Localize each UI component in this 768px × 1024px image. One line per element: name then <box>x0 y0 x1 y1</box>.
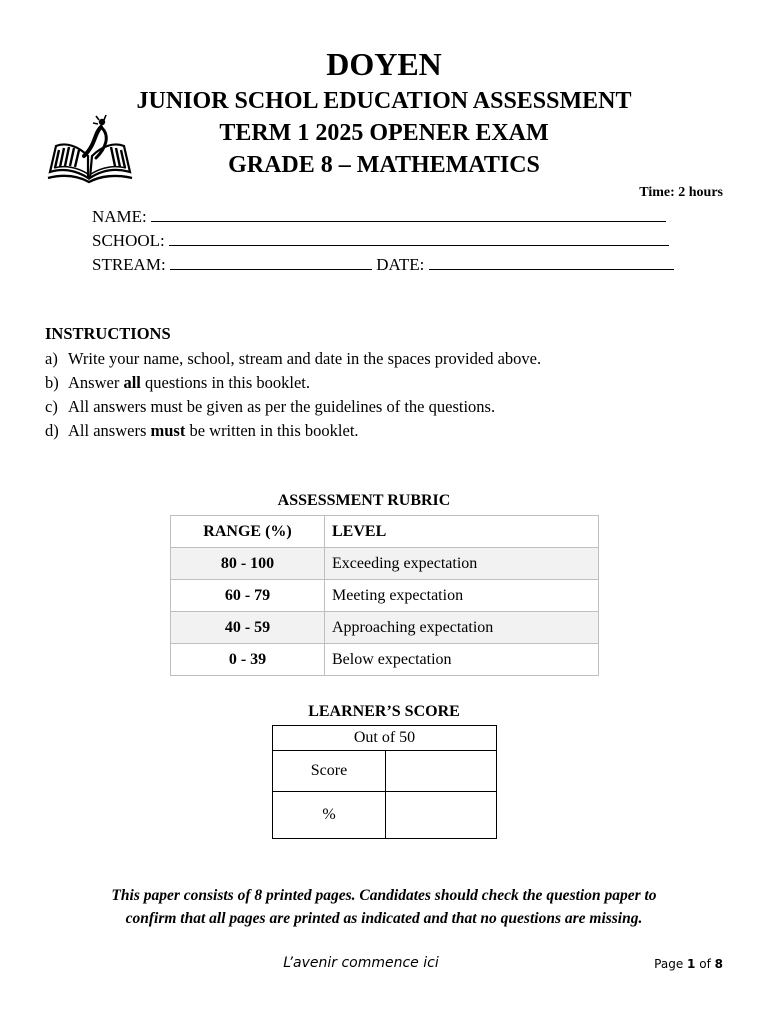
name-blank-line[interactable] <box>151 205 666 222</box>
date-blank-line[interactable] <box>429 253 674 270</box>
learner-score-table <box>272 725 497 839</box>
score-label: Score <box>273 751 386 792</box>
score-value-cell[interactable] <box>386 751 497 792</box>
instruction-item: c) All answers must be given as per the guidelines of the questions. <box>45 397 496 416</box>
table-row: 0 - 39 Below expectation <box>171 644 599 676</box>
range-header: RANGE (%) <box>171 516 325 548</box>
instructions-section <box>45 324 735 443</box>
instruction-item: b) Answer all questions in this booklet. <box>45 373 310 392</box>
percent-row <box>273 792 497 839</box>
assessment-rubric-table <box>170 515 599 676</box>
level-header: LEVEL <box>325 516 599 548</box>
stream-label: STREAM: <box>92 255 166 274</box>
pages-note: This paper consists of 8 printed pages. Candidates should check the question paper to confirm that all pages are printed as indicated and that no questions are missing. <box>111 887 657 927</box>
instructions-heading: INSTRUCTIONS <box>45 324 171 343</box>
stream-date-field <box>92 253 674 275</box>
learner-score-title: LEARNER’S SCORE <box>308 703 460 720</box>
score-header-row <box>273 726 497 751</box>
name-label: NAME: <box>92 207 147 226</box>
instruction-item: d) All answers must be written in this booklet. <box>45 421 359 440</box>
name-field <box>92 205 666 227</box>
table-row: 60 - 79 Meeting expectation <box>171 580 599 612</box>
page-number: Page 1 of 8 <box>654 957 723 971</box>
school-blank-line[interactable] <box>169 229 669 246</box>
assessment-title: JUNIOR SCHOL EDUCATION ASSESSMENT <box>136 88 632 114</box>
table-row: 40 - 59 Approaching expectation <box>171 612 599 644</box>
out-of-label: Out of 50 <box>273 726 497 751</box>
school-name: DOYEN <box>326 46 442 82</box>
score-row <box>273 751 497 792</box>
open-book-torch-icon <box>44 112 136 186</box>
table-header-row <box>171 516 599 548</box>
grade-subject-title: GRADE 8 – MATHEMATICS <box>228 152 540 178</box>
school-label: SCHOOL: <box>92 231 165 250</box>
table-row: 80 - 100 Exceeding expectation <box>171 548 599 580</box>
date-label: DATE: <box>376 255 425 274</box>
instruction-item: a) Write your name, school, stream and date in the spaces provided above. <box>45 349 542 368</box>
school-field <box>92 229 669 251</box>
rubric-title: ASSESSMENT RUBRIC <box>277 492 451 509</box>
percent-label: % <box>273 792 386 839</box>
footer-motto: L’avenir commence ici <box>283 955 439 971</box>
stream-blank-line[interactable] <box>170 253 372 270</box>
exam-title: TERM 1 2025 OPENER EXAM <box>219 120 549 146</box>
exam-duration: Time: 2 hours <box>639 185 723 200</box>
percent-value-cell[interactable] <box>386 792 497 839</box>
